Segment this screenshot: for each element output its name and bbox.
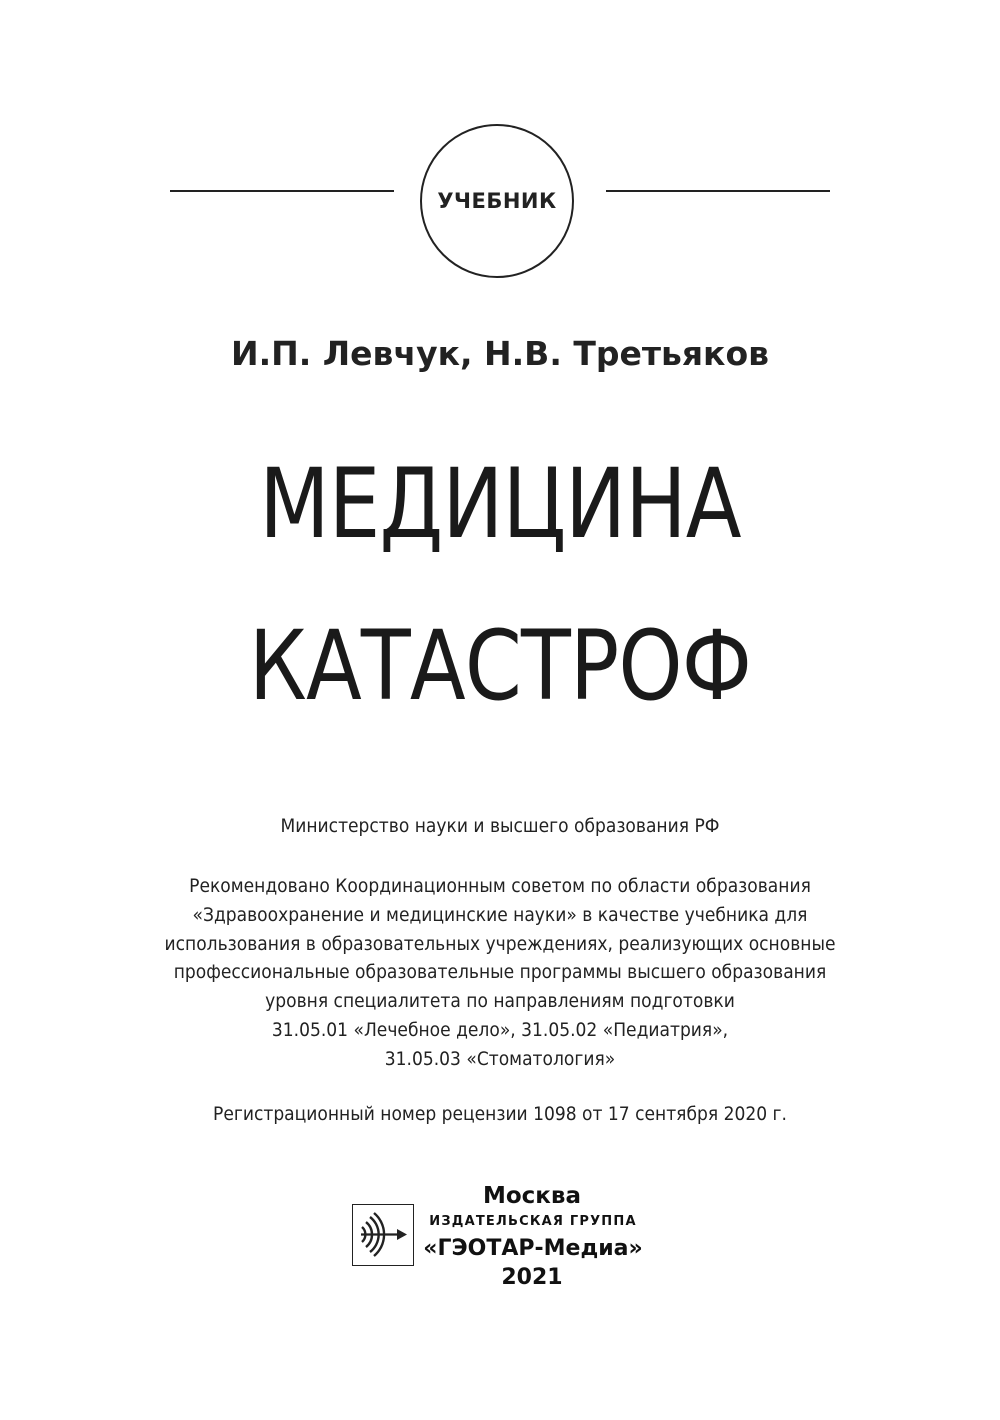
book-type-label: УЧЕБНИК — [437, 189, 557, 213]
book-title-line-2: КАТАСТРОФ — [248, 610, 752, 722]
recommendation-text — [50, 872, 950, 1074]
book-title-line-1: МЕДИЦИНА — [259, 448, 741, 560]
authors: И.П. Левчук, Н.В. Третьяков — [230, 334, 770, 373]
publisher-city: Москва — [482, 1183, 581, 1209]
recommendation-line: Рекомендовано Координационным советом по области образования — [189, 875, 811, 897]
recommendation-line: профессиональные образовательные программы высшего образования — [173, 961, 827, 984]
recommendation-line: использования в образовательных учреждениях, реализующих основные — [164, 932, 836, 955]
publication-year: 2021 — [501, 1265, 563, 1290]
left-divider-line — [170, 190, 394, 192]
registration-number: Регистрационный номер рецензии 1098 от 17 сентября 2020 г. — [213, 1103, 787, 1125]
geotar-logo-icon — [352, 1204, 414, 1266]
publisher-group-label: ИЗДАТЕЛЬСКАЯ ГРУППА — [429, 1214, 637, 1229]
publisher-name: «ГЭОТАР-Медиа» — [423, 1236, 643, 1261]
recommendation-line: уровня специалитета по направлениям подготовки — [265, 990, 735, 1013]
geotar-logo-graphic — [353, 1205, 412, 1264]
recommendation-line: «Здравоохранение и медицинские науки» в качестве учебника для — [192, 903, 808, 926]
recommendation-line: 31.05.03 «Стоматология» — [384, 1047, 616, 1070]
ministry-line: Министерство науки и высшего образования РФ — [280, 815, 720, 837]
book-type-badge — [420, 124, 574, 278]
right-divider-line — [606, 190, 830, 192]
recommendation-line: 31.05.01 «Лечебное дело», 31.05.02 «Педиатрия», — [271, 1018, 729, 1041]
